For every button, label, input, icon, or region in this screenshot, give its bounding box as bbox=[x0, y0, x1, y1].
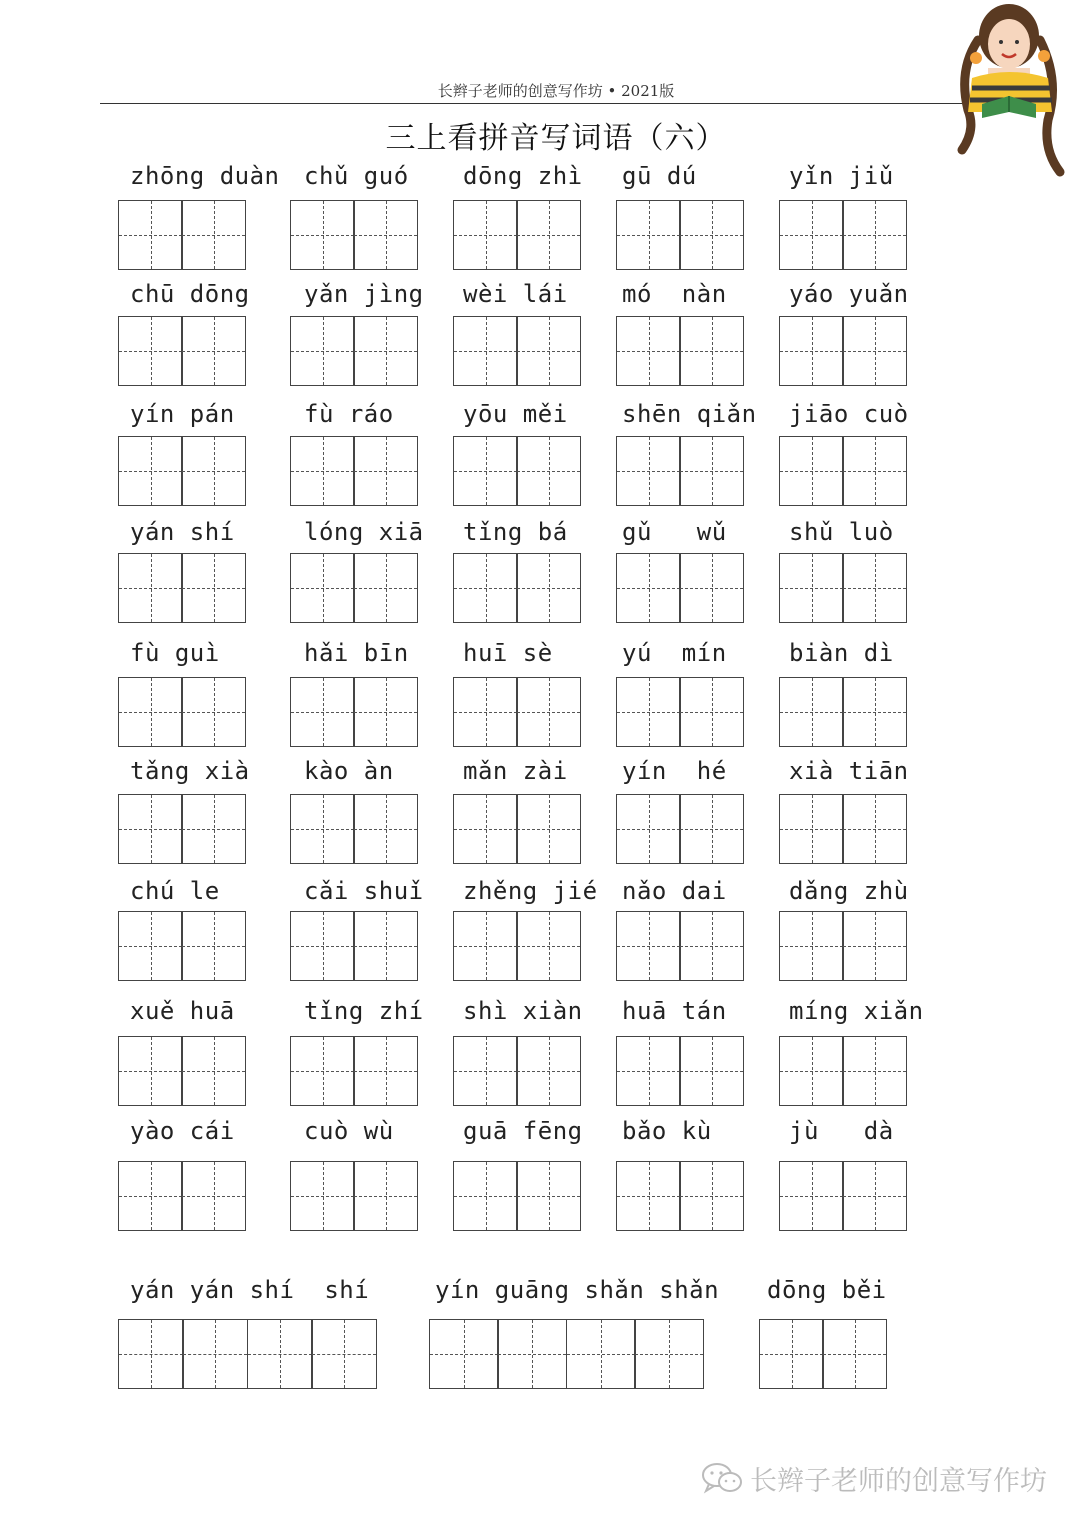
pinyin-label: jù dà bbox=[789, 1117, 894, 1145]
tianzige-cell[interactable] bbox=[616, 200, 681, 270]
tianzige-cell[interactable] bbox=[290, 794, 355, 864]
page-title: 三上看拼音写词语（六） bbox=[385, 121, 727, 156]
pinyin-label: mó nàn bbox=[622, 280, 727, 308]
pinyin-label: nǎo dai bbox=[622, 877, 727, 905]
tianzige-cell[interactable] bbox=[181, 316, 246, 386]
tianzige-cell[interactable] bbox=[842, 911, 907, 981]
pinyin-label: cuò wù bbox=[304, 1117, 394, 1145]
tianzige-cell[interactable] bbox=[679, 794, 744, 864]
tianzige-cell[interactable] bbox=[634, 1319, 704, 1389]
writing-grid[interactable] bbox=[290, 1161, 417, 1231]
tianzige-cell[interactable] bbox=[779, 1036, 844, 1106]
writing-grid[interactable] bbox=[118, 436, 245, 506]
writing-grid[interactable] bbox=[453, 436, 580, 506]
tianzige-cell[interactable] bbox=[779, 1161, 844, 1231]
tianzige-cell[interactable] bbox=[453, 316, 518, 386]
writing-grid[interactable] bbox=[453, 1161, 580, 1231]
pinyin-label: fù ráo bbox=[304, 400, 394, 428]
pinyin-label: yín guāng shǎn shǎn bbox=[435, 1276, 720, 1304]
writing-grid[interactable] bbox=[616, 200, 743, 270]
tianzige-cell[interactable] bbox=[181, 1036, 246, 1106]
tianzige-cell[interactable] bbox=[516, 316, 581, 386]
tianzige-cell[interactable] bbox=[779, 677, 844, 747]
pinyin-label: hǎi bīn bbox=[304, 639, 409, 667]
tianzige-cell[interactable] bbox=[616, 1036, 681, 1106]
tianzige-cell[interactable] bbox=[181, 1161, 246, 1231]
writing-grid[interactable] bbox=[616, 794, 743, 864]
pinyin-label: yú mín bbox=[622, 639, 727, 667]
tianzige-cell[interactable] bbox=[822, 1319, 887, 1389]
writing-grid[interactable] bbox=[290, 436, 417, 506]
tianzige-cell[interactable] bbox=[779, 316, 844, 386]
pinyin-label: zhōng duàn bbox=[130, 162, 280, 190]
writing-grid[interactable] bbox=[453, 200, 580, 270]
tianzige-cell[interactable] bbox=[181, 911, 246, 981]
pinyin-label: gǔ wǔ bbox=[622, 518, 727, 546]
writing-grid[interactable] bbox=[118, 911, 245, 981]
writing-grid[interactable] bbox=[779, 316, 906, 386]
writing-grid[interactable] bbox=[290, 677, 417, 747]
pinyin-label: tǎng xià bbox=[130, 757, 250, 785]
tianzige-cell[interactable] bbox=[353, 436, 418, 506]
writing-grid[interactable] bbox=[290, 200, 417, 270]
pinyin-label: dǎng zhù bbox=[789, 877, 909, 905]
tianzige-cell[interactable] bbox=[779, 911, 844, 981]
pinyin-label: yǎn jìng bbox=[304, 280, 424, 308]
tianzige-cell[interactable] bbox=[290, 553, 355, 623]
tianzige-cell[interactable] bbox=[118, 316, 183, 386]
writing-grid[interactable] bbox=[779, 436, 906, 506]
pinyin-label: yín hé bbox=[622, 757, 727, 785]
writing-grid[interactable] bbox=[118, 1161, 245, 1231]
pinyin-label: chú le bbox=[130, 877, 220, 905]
tianzige-cell[interactable] bbox=[616, 553, 681, 623]
tianzige-cell[interactable] bbox=[497, 1319, 567, 1389]
tianzige-cell[interactable] bbox=[779, 436, 844, 506]
tianzige-cell[interactable] bbox=[679, 316, 744, 386]
pinyin-label: biàn dì bbox=[789, 639, 894, 667]
tianzige-cell[interactable] bbox=[290, 1161, 355, 1231]
pinyin-label: mǎn zài bbox=[463, 757, 568, 785]
writing-grid[interactable] bbox=[118, 794, 245, 864]
pinyin-label: tǐng zhí bbox=[304, 997, 424, 1025]
writing-grid[interactable] bbox=[759, 1319, 886, 1389]
pinyin-label: jiāo cuò bbox=[789, 400, 909, 428]
tianzige-cell[interactable] bbox=[290, 200, 355, 270]
pinyin-label: xuě huā bbox=[130, 997, 235, 1025]
tianzige-cell[interactable] bbox=[616, 316, 681, 386]
writing-grid[interactable] bbox=[453, 553, 580, 623]
pinyin-label: kào àn bbox=[304, 757, 394, 785]
tianzige-cell[interactable] bbox=[679, 1036, 744, 1106]
pinyin-label: wèi lái bbox=[463, 280, 568, 308]
writing-grid[interactable] bbox=[118, 200, 245, 270]
tianzige-cell[interactable] bbox=[679, 911, 744, 981]
tianzige-cell[interactable] bbox=[516, 794, 581, 864]
pinyin-label: yáo yuǎn bbox=[789, 280, 909, 308]
tianzige-cell[interactable] bbox=[353, 794, 418, 864]
wechat-icon bbox=[700, 1461, 744, 1495]
writing-grid[interactable] bbox=[779, 911, 906, 981]
pinyin-label: yào cái bbox=[130, 1117, 235, 1145]
tianzige-cell[interactable] bbox=[759, 1319, 824, 1389]
tianzige-cell[interactable] bbox=[118, 436, 183, 506]
pinyin-label: bǎo kù bbox=[622, 1117, 712, 1145]
tianzige-cell[interactable] bbox=[679, 553, 744, 623]
tianzige-cell[interactable] bbox=[181, 436, 246, 506]
tianzige-cell[interactable] bbox=[842, 1161, 907, 1231]
header-brand: 长辫子老师的创意写作坊 • 2021版 bbox=[437, 82, 675, 100]
tianzige-cell[interactable] bbox=[679, 1161, 744, 1231]
pinyin-label: huī sè bbox=[463, 639, 553, 667]
writing-grid[interactable] bbox=[290, 794, 417, 864]
tianzige-cell[interactable] bbox=[453, 553, 518, 623]
pinyin-label: yōu měi bbox=[463, 400, 568, 428]
footer-text: 长辫子老师的创意写作坊 bbox=[750, 1465, 1047, 1497]
tianzige-cell[interactable] bbox=[353, 1036, 418, 1106]
pinyin-label: xià tiān bbox=[789, 757, 909, 785]
tianzige-cell[interactable] bbox=[353, 1161, 418, 1231]
tianzige-cell[interactable] bbox=[353, 200, 418, 270]
tianzige-cell[interactable] bbox=[516, 553, 581, 623]
tianzige-cell[interactable] bbox=[566, 1319, 636, 1389]
pinyin-label: fù guì bbox=[130, 639, 220, 667]
tianzige-cell[interactable] bbox=[290, 911, 355, 981]
footer-watermark bbox=[700, 1458, 1047, 1498]
tianzige-cell[interactable] bbox=[842, 677, 907, 747]
tianzige-cell[interactable] bbox=[516, 1036, 581, 1106]
writing-grid[interactable] bbox=[779, 1036, 906, 1106]
writing-grid[interactable] bbox=[453, 677, 580, 747]
girl-reading-illustration bbox=[948, 0, 1070, 180]
tianzige-cell[interactable] bbox=[353, 316, 418, 386]
tianzige-cell[interactable] bbox=[290, 1036, 355, 1106]
tianzige-cell[interactable] bbox=[679, 200, 744, 270]
pinyin-label: shēn qiǎn bbox=[622, 400, 757, 428]
tianzige-cell[interactable] bbox=[616, 1161, 681, 1231]
tianzige-cell[interactable] bbox=[453, 1161, 518, 1231]
tianzige-cell[interactable] bbox=[842, 436, 907, 506]
tianzige-cell[interactable] bbox=[779, 200, 844, 270]
tianzige-cell[interactable] bbox=[453, 436, 518, 506]
tianzige-cell[interactable] bbox=[247, 1319, 313, 1389]
pinyin-label: dōng zhì bbox=[463, 162, 583, 190]
writing-grid[interactable] bbox=[779, 553, 906, 623]
tianzige-cell[interactable] bbox=[118, 1319, 184, 1389]
writing-grid[interactable] bbox=[453, 316, 580, 386]
tianzige-cell[interactable] bbox=[453, 794, 518, 864]
tianzige-cell[interactable] bbox=[353, 677, 418, 747]
pinyin-label: cǎi shuǐ bbox=[304, 877, 424, 905]
tianzige-cell[interactable] bbox=[616, 436, 681, 506]
pinyin-label: yán shí bbox=[130, 518, 235, 546]
pinyin-label: yán yán shí shí bbox=[130, 1276, 370, 1304]
writing-grid[interactable] bbox=[290, 1036, 417, 1106]
writing-grid[interactable] bbox=[290, 316, 417, 386]
tianzige-cell[interactable] bbox=[779, 553, 844, 623]
writing-grid[interactable] bbox=[290, 553, 417, 623]
writing-grid[interactable] bbox=[118, 1036, 245, 1106]
header-divider bbox=[100, 103, 980, 104]
tianzige-cell[interactable] bbox=[842, 200, 907, 270]
pinyin-label: lóng xiā bbox=[304, 518, 424, 546]
writing-grid[interactable] bbox=[118, 316, 245, 386]
tianzige-cell[interactable] bbox=[453, 1036, 518, 1106]
writing-grid[interactable] bbox=[616, 677, 743, 747]
tianzige-cell[interactable] bbox=[616, 677, 681, 747]
writing-grid[interactable] bbox=[453, 1036, 580, 1106]
writing-grid[interactable] bbox=[616, 911, 743, 981]
writing-grid[interactable] bbox=[290, 911, 417, 981]
tianzige-cell[interactable] bbox=[453, 677, 518, 747]
writing-grid[interactable] bbox=[118, 553, 245, 623]
tianzige-cell[interactable] bbox=[453, 200, 518, 270]
pinyin-label: shì xiàn bbox=[463, 997, 583, 1025]
writing-grid[interactable] bbox=[118, 677, 245, 747]
pinyin-label: chū dōng bbox=[130, 280, 250, 308]
writing-grid[interactable] bbox=[779, 200, 906, 270]
pinyin-label: míng xiǎn bbox=[789, 997, 924, 1025]
tianzige-cell[interactable] bbox=[118, 677, 183, 747]
tianzige-cell[interactable] bbox=[311, 1319, 377, 1389]
pinyin-label: gū dú bbox=[622, 162, 697, 190]
tianzige-cell[interactable] bbox=[290, 677, 355, 747]
writing-grid[interactable] bbox=[616, 316, 743, 386]
writing-grid[interactable] bbox=[616, 1036, 743, 1106]
writing-grid[interactable] bbox=[616, 436, 743, 506]
pinyin-label: dōng běi bbox=[767, 1276, 887, 1304]
tianzige-cell[interactable] bbox=[353, 911, 418, 981]
pinyin-label: tǐng bá bbox=[463, 518, 568, 546]
tianzige-cell[interactable] bbox=[118, 200, 183, 270]
tianzige-cell[interactable] bbox=[842, 316, 907, 386]
writing-grid[interactable] bbox=[118, 1319, 376, 1389]
tianzige-cell[interactable] bbox=[118, 1161, 183, 1231]
tianzige-cell[interactable] bbox=[118, 911, 183, 981]
tianzige-cell[interactable] bbox=[353, 553, 418, 623]
tianzige-cell[interactable] bbox=[118, 794, 183, 864]
tianzige-cell[interactable] bbox=[516, 1161, 581, 1231]
tianzige-cell[interactable] bbox=[616, 794, 681, 864]
tianzige-cell[interactable] bbox=[290, 436, 355, 506]
tianzige-cell[interactable] bbox=[679, 436, 744, 506]
tianzige-cell[interactable] bbox=[181, 200, 246, 270]
tianzige-cell[interactable] bbox=[516, 677, 581, 747]
tianzige-cell[interactable] bbox=[182, 1319, 248, 1389]
pinyin-label: zhěng jié bbox=[463, 877, 598, 905]
pinyin-label: shǔ luò bbox=[789, 518, 894, 546]
tianzige-cell[interactable] bbox=[118, 553, 183, 623]
tianzige-cell[interactable] bbox=[516, 436, 581, 506]
tianzige-cell[interactable] bbox=[616, 911, 681, 981]
writing-grid[interactable] bbox=[453, 911, 580, 981]
tianzige-cell[interactable] bbox=[453, 911, 518, 981]
pinyin-label: chǔ guó bbox=[304, 162, 409, 190]
writing-grid[interactable] bbox=[616, 1161, 743, 1231]
writing-grid[interactable] bbox=[779, 1161, 906, 1231]
pinyin-label: yǐn jiǔ bbox=[789, 162, 894, 190]
tianzige-cell[interactable] bbox=[181, 677, 246, 747]
writing-grid[interactable] bbox=[616, 553, 743, 623]
tianzige-cell[interactable] bbox=[181, 794, 246, 864]
tianzige-cell[interactable] bbox=[516, 911, 581, 981]
writing-grid[interactable] bbox=[453, 794, 580, 864]
tianzige-cell[interactable] bbox=[429, 1319, 499, 1389]
tianzige-cell[interactable] bbox=[842, 553, 907, 623]
pinyin-label: yín pán bbox=[130, 400, 235, 428]
writing-grid[interactable] bbox=[429, 1319, 703, 1389]
pinyin-label: guā fēng bbox=[463, 1117, 583, 1145]
tianzige-cell[interactable] bbox=[779, 794, 844, 864]
writing-grid[interactable] bbox=[779, 677, 906, 747]
writing-grid[interactable] bbox=[779, 794, 906, 864]
tianzige-cell[interactable] bbox=[679, 677, 744, 747]
tianzige-cell[interactable] bbox=[290, 316, 355, 386]
pinyin-label: huā tán bbox=[622, 997, 727, 1025]
tianzige-cell[interactable] bbox=[118, 1036, 183, 1106]
tianzige-cell[interactable] bbox=[181, 553, 246, 623]
tianzige-cell[interactable] bbox=[842, 1036, 907, 1106]
tianzige-cell[interactable] bbox=[516, 200, 581, 270]
tianzige-cell[interactable] bbox=[842, 794, 907, 864]
